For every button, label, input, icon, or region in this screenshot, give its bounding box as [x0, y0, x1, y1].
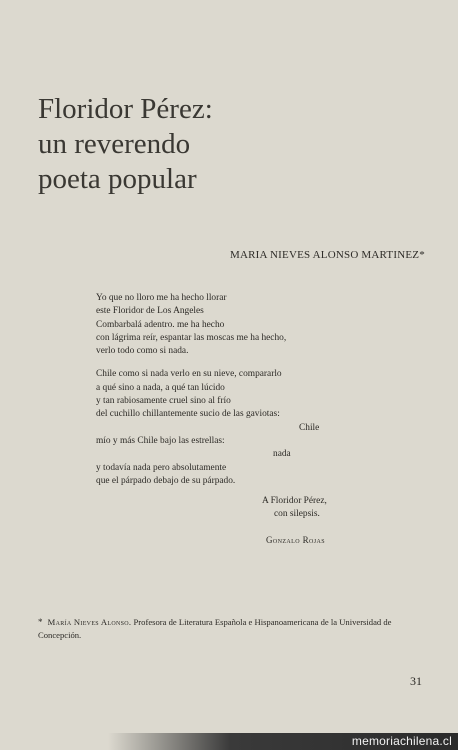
article-title — [38, 92, 213, 197]
watermark-bar — [108, 733, 458, 750]
poem-line: del cuchillo chillantemente sucio de las gaviotas: — [96, 409, 280, 420]
poem-line: que el párpado debajo de su párpado. — [96, 475, 236, 486]
title-line-2: un reverendo — [38, 128, 191, 160]
poem-line: con lágrima reír, espantar las moscas me ha hecho, — [96, 332, 287, 343]
poem-line: y tan rabiosamente cruel sino al frío — [96, 396, 231, 407]
footnote — [38, 616, 422, 642]
footnote-text: Profesora de Literatura Española e Hispanoamericana de la Universidad de Concepción. — [38, 617, 392, 640]
page-number: 31 — [410, 674, 422, 688]
poem — [96, 292, 356, 498]
poem-line-chile: Chile — [299, 422, 320, 433]
poem-line: Combarbalá adentro. me ha hecho — [96, 319, 225, 330]
author-name: MARIA NIEVES ALONSO MARTINEZ* — [230, 249, 425, 261]
footnote-marker: * — [38, 617, 43, 627]
footnote-name: María Nieves Alonso. — [47, 617, 132, 627]
title-line-1: Floridor Pérez: — [38, 93, 213, 125]
dedication-line-2: con silepsis. — [274, 509, 320, 520]
dedication — [262, 495, 327, 522]
dedication-line-1: A Floridor Pérez, — [262, 496, 327, 506]
poem-line: a qué sino a nada, a qué tan lúcido — [96, 382, 225, 393]
poem-line: mío y más Chile bajo las estrellas: — [96, 435, 225, 446]
poem-line: este Floridor de Los Angeles — [96, 306, 204, 317]
poem-line: Yo que no lloro me ha hecho llorar — [96, 293, 227, 303]
poem-line: verlo todo como si nada. — [96, 346, 189, 357]
poem-stanza-2 — [96, 368, 356, 488]
poem-line: Chile como si nada verlo en su nieve, compararlo — [96, 369, 282, 380]
watermark-text: memoriachilena.cl — [351, 734, 452, 748]
poem-line-nada: nada — [273, 449, 291, 460]
poem-stanza-1 — [96, 292, 356, 358]
title-line-3: poeta popular — [38, 163, 197, 195]
poem-line: y todavía nada pero absolutamente — [96, 462, 227, 473]
poem-signature: Gonzalo Rojas — [266, 535, 325, 545]
